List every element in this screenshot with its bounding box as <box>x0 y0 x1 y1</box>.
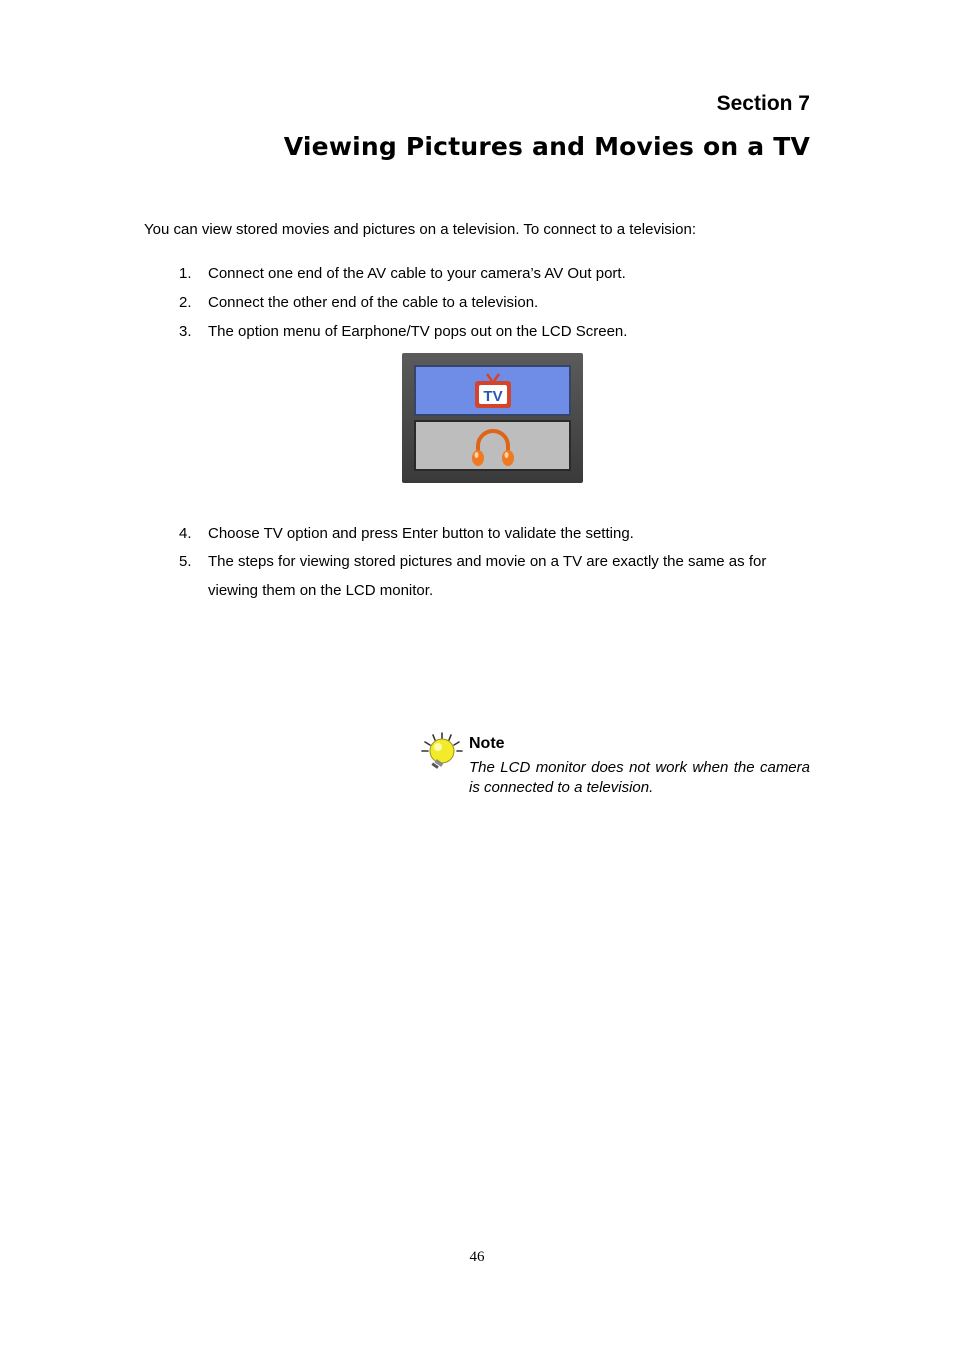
headphones-icon <box>469 424 517 468</box>
intro-paragraph: You can view stored movies and pictures on a television. To connect to a television: <box>144 221 696 238</box>
step-text: Choose TV option and press Enter button to validate the setting. <box>208 525 634 542</box>
step-text: Connect one end of the AV cable to your camera’s AV Out port. <box>208 265 626 282</box>
page-number: 46 <box>469 1249 485 1265</box>
menu-option-tv[interactable] <box>414 365 571 416</box>
section-label: Section 7 <box>716 92 810 115</box>
step-number: 4. <box>179 525 192 542</box>
step-text: Connect the other end of the cable to a television. <box>208 294 539 311</box>
page-title: Viewing Pictures and Movies on a TV <box>283 132 810 161</box>
note-body: The LCD monitor does not work when the camera is connected to a television. <box>469 759 810 796</box>
lightbulb-icon <box>420 730 466 772</box>
menu-option-earphone[interactable] <box>414 420 571 471</box>
step-text: The option menu of Earphone/TV pops out on the LCD Screen. <box>208 323 628 340</box>
step-number: 5. <box>179 553 192 570</box>
tv-icon-label: TV <box>482 387 503 405</box>
step-number: 2. <box>179 294 192 311</box>
step-text: The steps for viewing stored pictures and movie on a TV are exactly the same as for viewing them on the LCD monitor. <box>208 553 767 599</box>
step-number: 3. <box>179 323 192 340</box>
earphone-tv-menu <box>402 353 583 483</box>
step-number: 1. <box>179 265 192 282</box>
note-title: Note <box>469 735 505 752</box>
tv-icon <box>473 371 513 411</box>
